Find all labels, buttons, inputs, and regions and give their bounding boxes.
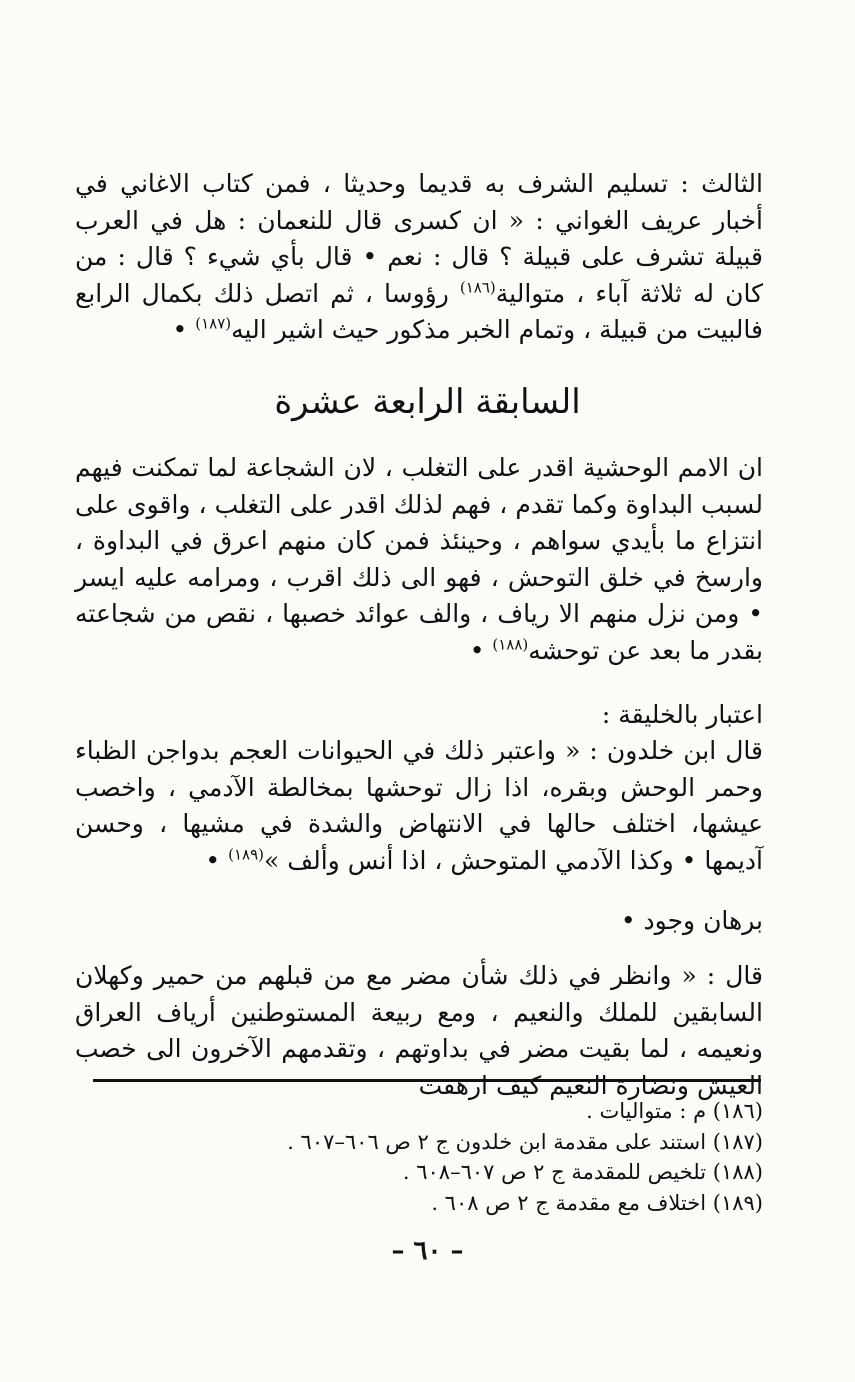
footnote-ref-187[interactable]: (١٨٧) xyxy=(195,314,232,333)
paragraph-text: رؤوسا ، ثم اتصل ذلك بكمال الرابع فالبيت من قبيلة ، وتمام الخبر مذكور حيث اشير اليه xyxy=(75,278,763,344)
paragraph-end: • xyxy=(469,635,493,665)
footnote-186: (١٨٦) م : متواليات . xyxy=(586,1099,763,1123)
footnote-ref-188[interactable]: (١٨٨) xyxy=(492,635,529,654)
subheading-consideration xyxy=(75,697,763,734)
subheading-proof xyxy=(75,903,763,940)
paragraph-mudar xyxy=(75,958,763,1104)
footnote-ref-189[interactable]: (١٨٩) xyxy=(228,845,264,864)
footnote-189: (١٨٩) اختلاف مع مقدمة ج ٢ ص ٦٠٨ . xyxy=(431,1190,763,1215)
footnote-188: (١٨٨) تلخيص للمقدمة ج ٢ ص ٦٠٧–٦٠٨ . xyxy=(402,1160,763,1184)
footnote-ref-186[interactable]: (١٨٦) xyxy=(459,278,496,297)
page-number: – ٦٠ – xyxy=(391,1236,464,1266)
paragraph-text: قال ابن خلدون : « واعتبر ذلك في الحيوانات العجم بدواجن الظباء وحمر الوحش وبقره، اذا زال توحشها بمخالطة الآدمي ، واخصب عيشها، اختلف حالها في الانتهاض والشدة في مشيها ، وحسن آديمها • وكذا الآدمي المتوحش ، اذا أنس وألف » xyxy=(75,736,763,875)
paragraph-text: قال : « وانظر في ذلك شأن مضر مع من قبلهم من حمير وكهلان السابقين للملك والنعيم ، ومع ربيعة المستوطنين أرياف العراق ونعيمه ، لما بقيت مضر في بداوتهم ، وتقدمهم الآخرون الى خصب العيش ونضارة النعيم كيف ارهفت xyxy=(75,961,763,1100)
paragraph-text: الثالث : تسليم الشرف به قديما وحديثا ، فمن كتاب الاغاني في أخبار عريف الغواني : « ان كسرى قال للنعمان : هل في العرب قبيلة تشرف على قبيلة ؟ قال : نعم • قال بأي شيء ؟ قال : من كان له ثلاثة آباء ، متوالية xyxy=(75,169,764,308)
paragraph-third-point xyxy=(75,166,763,349)
paragraph-end: • xyxy=(172,315,196,344)
footnote-187: (١٨٧) استند على مقدمة ابن خلدون ج ٢ ص ٦٠٦–٦٠٧ . xyxy=(287,1129,763,1154)
paragraph-text: اعتبار بالخليقة : xyxy=(601,700,763,729)
paragraph-wild-nations xyxy=(75,450,763,669)
footnote-divider xyxy=(93,1079,761,1082)
section-heading: السابقة الرابعة عشرة xyxy=(274,382,581,422)
paragraph-ibn-khaldun-quote xyxy=(75,733,763,879)
paragraph-text: برهان وجود • xyxy=(620,906,763,935)
paragraph-text: ان الامم الوحشية اقدر على التغلب ، لان الشجاعة لما تمكنت فيهم لسبب البداوة وكما تقدم ، فهم لذلك اقدر على التغلب ، واقوى على انتزاع ما بأيدي سواهم ، وحينئذ فمن كان منهم اعرق في البداوة ، وارسخ في خلق التوحش ، فهو الى ذلك اقرب ، ومرامه عليه ايسر • ومن نزل منهم الا رياف ، والف عوائد خصبها ، نقص من شجاعته بقدر ما بعد عن توحشه xyxy=(75,453,763,665)
footnotes xyxy=(203,1096,763,1218)
paragraph-end: • xyxy=(205,845,229,875)
